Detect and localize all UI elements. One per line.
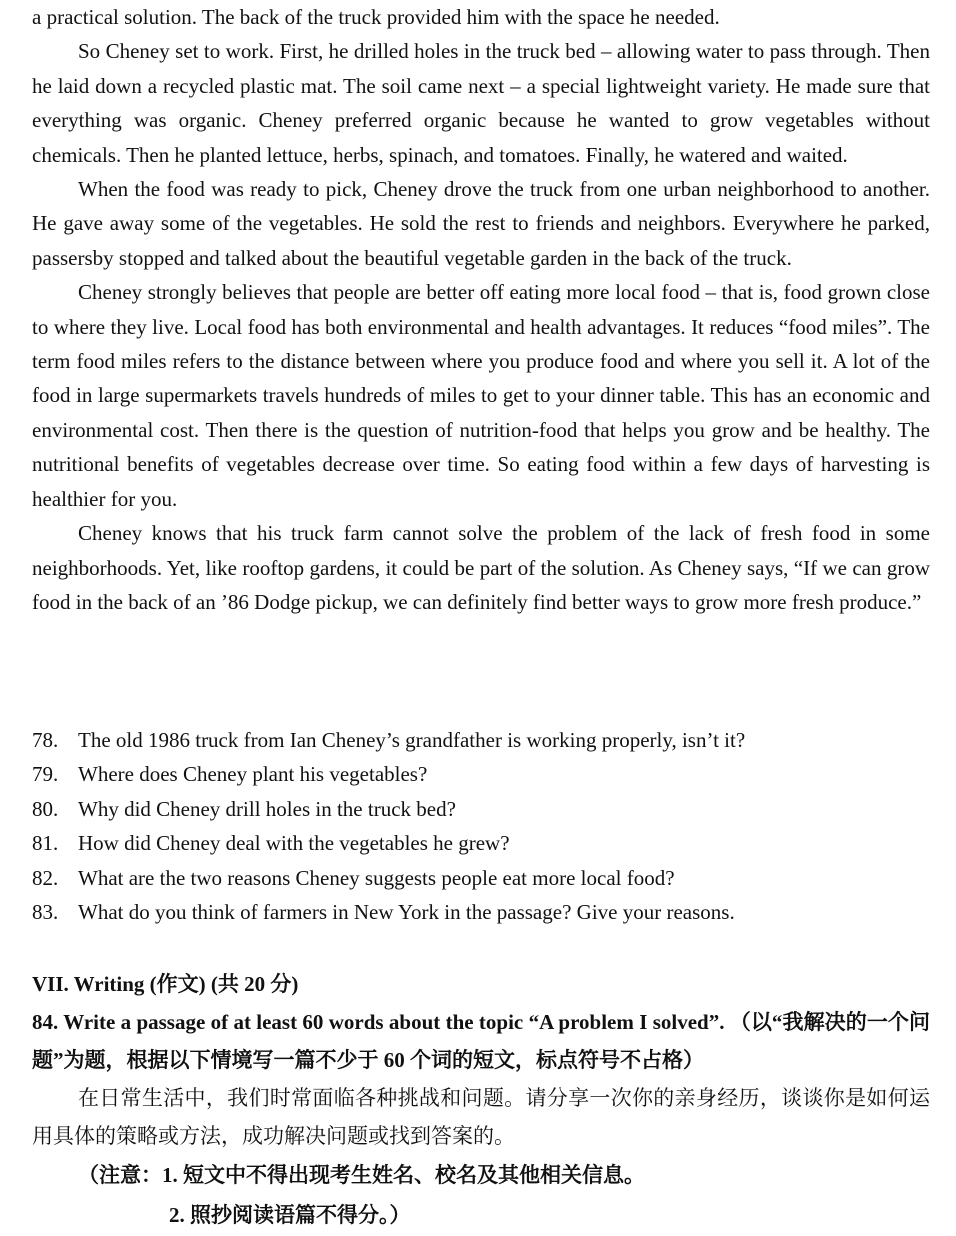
question-number: 82. (32, 865, 59, 890)
question-text: What do you think of farmers in New York in the passage? Give your reasons. (78, 900, 735, 925)
question-list (32, 723, 930, 929)
passage-paragraph: So Cheney set to work. First, he drilled holes in the truck bed – allowing water to pass through. Then he laid down a recycled plastic mat. The soil came next – a special lightweight variety. He made sure that everything was organic. Cheney preferred organic because he wanted to grow vegetables without chemicals. Then he planted lettuce, herbs, spinach, and tomatoes. Finally, he watered and waited. (32, 39, 930, 167)
question-text: What are the two reasons Cheney suggests people eat more local food? (78, 865, 675, 890)
passage-paragraph: a practical solution. The back of the truck provided him with the space he needed. (32, 5, 720, 29)
question-item (32, 895, 930, 929)
writing-section (32, 965, 930, 1235)
question-text: Why did Cheney drill holes in the truck bed? (78, 796, 456, 821)
question-number: 79. (32, 762, 59, 787)
reading-passage (32, 0, 930, 619)
question-text: Where does Cheney plant his vegetables? (78, 762, 428, 787)
question-item (32, 826, 930, 860)
question-number: 78. (32, 728, 59, 752)
question-item (32, 757, 930, 791)
question-item (32, 723, 930, 757)
passage-paragraph: When the food was ready to pick, Cheney drove the truck from one urban neighborhood to another. He gave away some of the vegetables. He sold the rest to friends and neighbors. Everywhere he parked, passersby stopped and talked about the beautiful vegetable garden in the back of the truck. (32, 177, 930, 270)
writing-task: 84. Write a passage of at least 60 words about the topic “A problem I solved”. （以“我解决的一个问题”为题，根据以下情境写一篇不少于 60 个词的短文，标点符号不占格） (32, 1010, 930, 1072)
question-item (32, 792, 930, 826)
writing-note: 2. 照抄阅读语篇不得分。） (169, 1203, 411, 1227)
question-item (32, 861, 930, 895)
section-heading: VII. Writing (作文) (共 20 分) (32, 972, 299, 996)
passage-paragraph: Cheney strongly believes that people are better off eating more local food – that is, food grown close to where they live. Local food has both environmental and health advantages. It reduces “food miles”. The term food miles refers to the distance between where you produce food and where you sell it. A lot of the food in large supermarkets travels hundreds of miles to get to your dinner table. This has an economic and environmental cost. Then there is the question of nutrition-food that helps you grow and be healthy. The nutritional benefits of vegetables decrease over time. So eating food within a few days of harvesting is healthier for you. (32, 280, 930, 511)
writing-prompt: 在日常生活中，我们时常面临各种挑战和问题。请分享一次你的亲身经历，谈谈你是如何运用具体的策略或方法，成功解决问题或找到答案的。 (32, 1086, 930, 1148)
passage-paragraph: Cheney knows that his truck farm cannot solve the problem of the lack of fresh food in some neighborhoods. Yet, like rooftop gardens, it could be part of the solution. As Cheney says, “If we can grow food in the back of an ’86 Dodge pickup, we can definitely find better ways to grow more fresh produce.” (32, 521, 930, 614)
question-number: 83. (32, 900, 59, 925)
question-number: 81. (32, 831, 59, 856)
question-text: The old 1986 truck from Ian Cheney’s grandfather is working properly, isn’t it? (78, 728, 746, 752)
question-number: 80. (32, 796, 59, 821)
question-text: How did Cheney deal with the vegetables he grew? (78, 831, 510, 856)
writing-note: （注意：1. 短文中不得出现考生姓名、校名及其他相关信息。 (78, 1163, 645, 1187)
